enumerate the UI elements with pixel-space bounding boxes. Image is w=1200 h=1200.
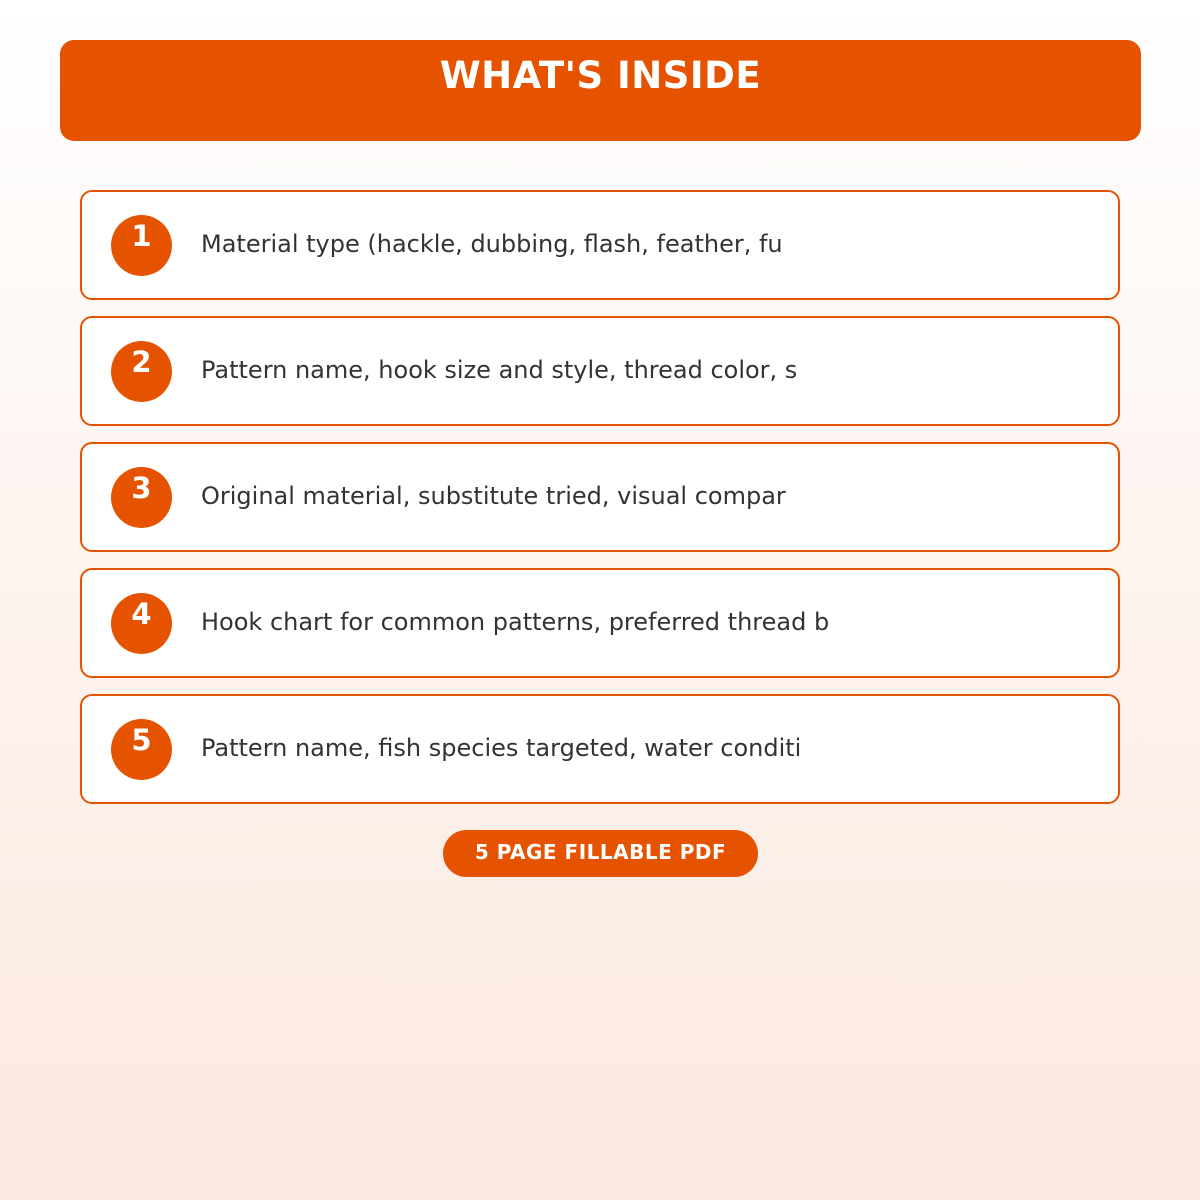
list-item xyxy=(80,190,1120,300)
number-badge: 4 xyxy=(111,593,172,654)
list-item xyxy=(80,694,1120,804)
list-item-text: Pattern name, fish species targeted, water conditi xyxy=(201,734,802,762)
header-banner xyxy=(60,40,1141,141)
list-item xyxy=(80,316,1120,426)
list-item-text: Original material, substitute tried, visual compar xyxy=(201,482,786,510)
list-item-text: Pattern name, hook size and style, thread color, s xyxy=(201,356,798,384)
list-item xyxy=(80,568,1120,678)
format-badge xyxy=(443,830,758,877)
format-badge-label: 5 PAGE FILLABLE PDF xyxy=(474,840,727,864)
number-badge: 1 xyxy=(111,215,172,276)
list-item-text: Hook chart for common patterns, preferred thread b xyxy=(201,608,830,636)
number-badge: 3 xyxy=(111,467,172,528)
number-badge: 2 xyxy=(111,341,172,402)
page-title: WHAT'S INSIDE xyxy=(439,54,762,97)
number-badge: 5 xyxy=(111,719,172,780)
list-item xyxy=(80,442,1120,552)
contents-list xyxy=(80,190,1120,820)
list-item-text: Material type (hackle, dubbing, flash, feather, fu xyxy=(201,230,783,258)
